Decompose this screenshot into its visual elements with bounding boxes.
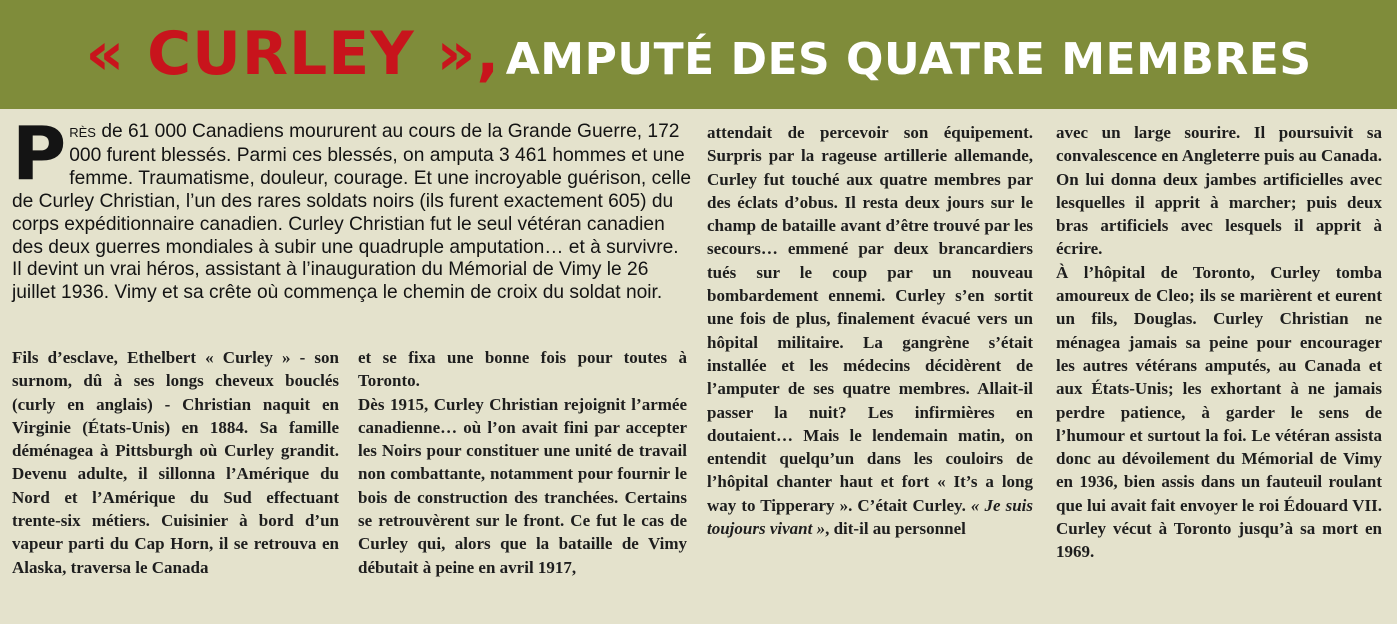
column-4-text: avec un large sourire. Il poursuivit sa convalescence en Angleterre puis au Canada. On lui donna deux jambes artificielles avec lesquelles il apprit à marcher; puis deux bras artificiels avec lesquels il apprit à écrire. [1056, 123, 1382, 259]
page-title [0, 18, 1397, 105]
column-1-text: Fils d’esclave, Ethelbert « Curley » - son surnom, dû à ses longs cheveux bouclés (curly en anglais) - Christian naquit en Virginie (États-Unis) en 1884. Sa famille déménagea à Pittsburgh où Curley grandit. Devenu adulte, il sillonna l’Amérique du Nord et l’Amérique du Sud effectuant trente-six métiers. Cuisinier à bord d’un vapeur parti du Cap Horn, il se retrouva en Alaska, traversa le Canada [12, 348, 339, 577]
column-2-text: et se fixa une bonne fois pour toutes à Toronto. [358, 348, 687, 391]
title-subtitle: AMPUTÉ DES QUATRE MEMBRES [505, 34, 1312, 85]
column-2-paragraph-2: Dès 1915, Curley Christian rejoignit l’armée canadienne… où l’on avait fini par accepter les Noirs pour constituer une unité de travail non combattante, notamment pour fournir le bois de construction des tranchées. Certains se retrouvèrent sur le front. Ce fut le cas de Curley qui, alors que la bataille de Vimy débutait à peine en avril 1917, [358, 394, 687, 577]
article-column-3 [707, 121, 1033, 540]
column-3-body: attendait de percevoir son équipement. Surpris par la rageuse artillerie allemande, Curley fut touché aux quatre membres par des éclats d’obus. Il resta deux jours sur le champ de bataille avant d’être trouvé par les secours… emmené par deux brancardiers tués sur le coup par un nouveau bombardement ennemi. Curley s’en sortit une fois de plus, finalement évacué vers un hôpital militaire. La gangrène s’était installée et les médecins décidèrent de l’amputer de ses quatre membres. Allait-il passer la nuit? Les infirmières en doutaient… Mais le lendemain matin, on entendit quelqu’un dans les couloirs de l’hôpital chanter haut et fort « It’s a long way to Tipperary ». C’était Curley. [707, 123, 1033, 515]
column-3-text [707, 121, 1033, 540]
column-3-end: , dit-il au personnel [825, 519, 966, 539]
title-name: « CURLEY », [85, 19, 501, 89]
article-column-1 [12, 346, 339, 579]
column-3-quote: « Je suis toujours vivant » [707, 495, 1033, 539]
intro-small-caps: RÈS [69, 125, 96, 140]
intro-text: de 61 000 Canadiens moururent au cours de la Grande Guerre, 172 000 furent blessés. Parmi ces blessés, on amputa 3 461 hommes et une femme. Traumatisme, douleur, courage. Et une incroyable guérison, celle de Curley Christian, l’un des rares soldats noirs (ils furent exactement 605) du corps expéditionnaire canadien. Curley Christian fut le seul vétéran canadien des deux guerres mondiales à subir une quadruple amputation… et à survivre. Il devint un vrai héros, assistant à l’inauguration du Mémorial de Vimy le 26 juillet 1936. Vimy et sa crête où commença le chemin de croix du soldat noir. [12, 121, 692, 304]
intro-paragraph [12, 111, 692, 305]
article-column-2 [358, 346, 687, 579]
drop-cap: P [12, 111, 67, 197]
column-4-paragraph-2: À l’hôpital de Toronto, Curley tomba amoureux de Cleo; ils se marièrent et eurent un fils, Douglas. Curley Christian ne ménagea jamais sa peine pour encourager les autres vétérans amputés, au Canada et aux États-Unis; les exhortant à ne jamais perdre patience, à garder le sens de l’humour et surtout la foi. Le vétéran assista donc au dévoilement du Mémorial de Vimy en 1936, bien assis dans un fauteuil roulant que lui avait fait envoyer le roi Édouard VII. Curley vécut à Toronto jusqu’à sa mort en 1969. [1056, 262, 1382, 562]
article-column-4 [1056, 121, 1382, 564]
